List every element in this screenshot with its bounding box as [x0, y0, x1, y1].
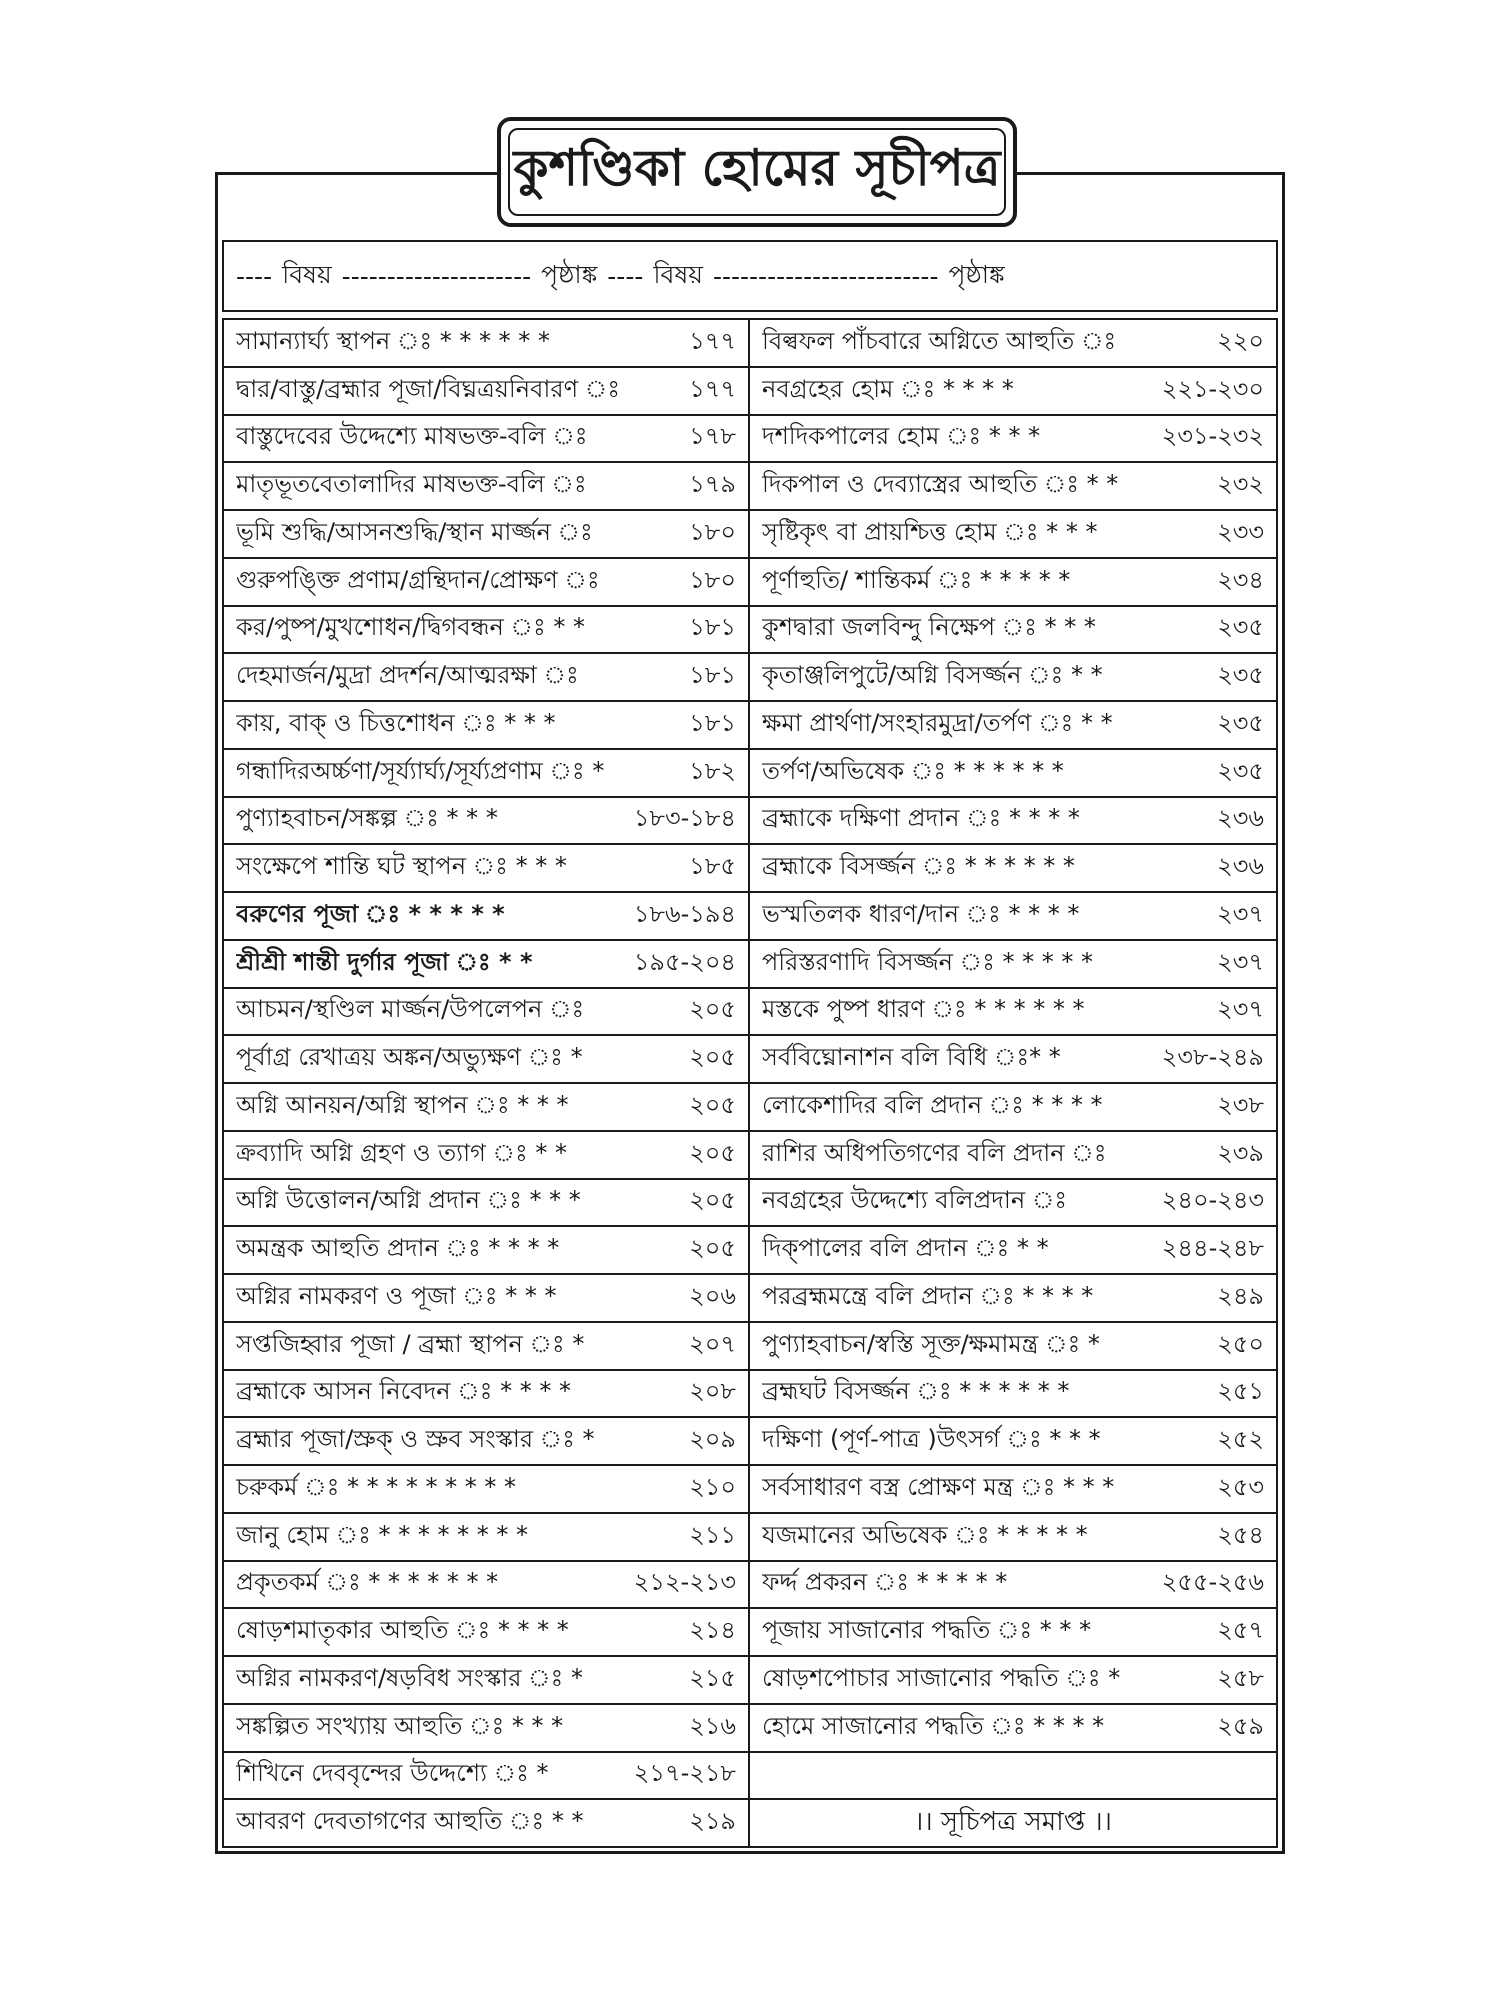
toc-row: [750, 750, 1276, 798]
toc-entry-title: দ্বার/বাস্তু/ব্রহ্মার পূজা/বিঘ্নত্রয়নিবারণ ঃ: [236, 374, 620, 403]
toc-entry-title: অগ্নি উত্তোলন/অগ্নি প্রদান ঃ * * *: [236, 1186, 581, 1215]
toc-entry-title: রাশির অধিপতিগণের বলি প্রদান ঃ: [762, 1138, 1107, 1167]
toc-row: [750, 1084, 1276, 1132]
toc-row: [750, 1609, 1276, 1657]
toc-row: [750, 702, 1276, 750]
toc-row: [224, 1084, 748, 1132]
toc-row: [224, 893, 748, 941]
toc-row: [224, 989, 748, 1037]
toc-entry-title: ব্রহ্মাকে আসন নিবেদন ঃ * * * *: [236, 1377, 571, 1406]
toc-entry-title: মাতৃভূতবেতালাদির মাষভক্ত-বলি ঃ: [236, 470, 587, 499]
toc-entry-page: ২১১: [689, 1520, 736, 1549]
toc-entry-page: ২৫৪: [1217, 1520, 1264, 1549]
toc-row: [224, 941, 748, 989]
toc-entry-page: ২১২-২১৩: [633, 1568, 736, 1597]
toc-row: [750, 1180, 1276, 1228]
toc-row: [224, 320, 748, 368]
toc-entry-page: ২৩৪: [1217, 565, 1264, 594]
toc-entry-page: ২৩৭: [1217, 947, 1264, 976]
toc-row: [224, 1132, 748, 1180]
toc-entry-page: ১৮১: [689, 708, 736, 737]
toc-entry-page: ১৭৭: [689, 326, 736, 355]
toc-entry-title: আবরণ দেবতাগণের আহুতি ঃ * *: [236, 1807, 584, 1836]
toc-entry-page: ২৩৩: [1217, 517, 1264, 546]
toc-entry-page: ২১৪: [689, 1616, 736, 1645]
toc-row: [224, 1466, 748, 1514]
toc-entry-title: দিকপাল ও দেব্যাস্ত্রের আহুতি ঃ * *: [762, 470, 1119, 499]
header-page-right: পৃষ্ঠাঙ্ক: [948, 259, 1005, 289]
toc-entry-page: ২১৭-২১৮: [633, 1759, 736, 1788]
toc-row: [224, 1705, 748, 1753]
contents-table: [222, 318, 1278, 1848]
toc-entry-page: ১৮১: [689, 613, 736, 642]
toc-row: [750, 1323, 1276, 1371]
toc-entry-page: ২৫১: [1217, 1377, 1264, 1406]
toc-row: [224, 1800, 748, 1846]
toc-entry-page: ২০৫: [689, 995, 736, 1024]
page-title: কুশণ্ডিকা হোমের সূচীপত্র: [513, 138, 1001, 197]
toc-row: [750, 1657, 1276, 1705]
toc-row: [224, 416, 748, 464]
toc-row: [750, 368, 1276, 416]
toc-row: [750, 1466, 1276, 1514]
toc-entry-page: ২০৮: [689, 1377, 736, 1406]
toc-entry-title: বিল্বফল পাঁচবারে অগ্নিতে আহুতি ঃ: [762, 326, 1117, 355]
toc-entry-title: দিক্পালের বলি প্রদান ঃ * *: [762, 1234, 1049, 1263]
toc-entry-page: ২৪০-২৪৩: [1161, 1186, 1264, 1215]
toc-entry-title: ব্রহ্মঘট বিসর্জ্জন ঃ * * * * * *: [762, 1377, 1070, 1406]
toc-entry-page: ২৩১-২৩২: [1161, 422, 1264, 451]
toc-entry-title: ফর্দ্দ প্রকরন ঃ * * * * *: [762, 1568, 1008, 1597]
toc-row: [750, 320, 1276, 368]
toc-row: [224, 1371, 748, 1419]
toc-row: [750, 1514, 1276, 1562]
toc-entry-page: ২৩৮: [1217, 1090, 1264, 1119]
toc-row: [224, 1180, 748, 1228]
toc-row: [224, 511, 748, 559]
toc-row: [750, 1800, 1276, 1846]
toc-entry-title: পুণ্যাহবাচন/স্বস্তি সূক্ত/ক্ষমামন্ত্র ঃ *: [762, 1329, 1100, 1358]
toc-row: [750, 511, 1276, 559]
toc-row: [224, 702, 748, 750]
toc-entry-page: ১৯৫-২০৪: [633, 947, 736, 976]
toc-entry-title: লোকেশাদির বলি প্রদান ঃ * * * *: [762, 1090, 1103, 1119]
toc-entry-page: ২৩৫: [1217, 613, 1264, 642]
toc-entry-title: কুশদ্বারা জলবিন্দু নিক্ষেপ ঃ * * *: [762, 613, 1096, 642]
toc-entry-page: ২০৯: [689, 1425, 736, 1454]
toc-row: [750, 1227, 1276, 1275]
toc-entry-page: ২১০: [689, 1472, 736, 1501]
toc-entry-title: কায়, বাক্ ও চিত্তশোধন ঃ * * *: [236, 708, 556, 737]
toc-row: [750, 1562, 1276, 1610]
toc-entry-page: ২০৫: [689, 1043, 736, 1072]
end-note: ।। সূচিপত্র সমাপ্ত ।।: [914, 1807, 1112, 1838]
toc-entry-page: ২০৫: [689, 1090, 736, 1119]
toc-row: [750, 654, 1276, 702]
toc-entry-page: ১৮৩-১৮৪: [633, 804, 736, 833]
toc-entry-page: ২০৫: [689, 1186, 736, 1215]
toc-row: [224, 845, 748, 893]
toc-entry-title: ষোড়শপোচার সাজানোর পদ্ধতি ঃ *: [762, 1663, 1121, 1692]
toc-entry-title: পূর্ণাহুতি/ শান্তিকর্ম ঃ * * * * *: [762, 565, 1071, 594]
toc-entry-page: ২৪৪-২৪৮: [1161, 1234, 1264, 1263]
toc-entry-page: ১৮১: [689, 661, 736, 690]
toc-row: [750, 798, 1276, 846]
toc-entry-page: ১৭৭: [689, 374, 736, 403]
toc-row: [750, 1132, 1276, 1180]
toc-entry-title: ভস্মতিলক ধারণ/দান ঃ * * * *: [762, 899, 1080, 928]
toc-entry-page: ২২১-২৩০: [1161, 374, 1264, 403]
toc-entry-title: দক্ষিণা (পূর্ণ-পাত্র )উৎসর্গ ঃ * * *: [762, 1425, 1101, 1454]
toc-row: [750, 607, 1276, 655]
toc-row: [750, 1036, 1276, 1084]
toc-entry-title: পূজায় সাজানোর পদ্ধতি ঃ * * *: [762, 1616, 1092, 1645]
toc-row: [750, 1753, 1276, 1801]
toc-row: [224, 1657, 748, 1705]
toc-entry-page: ২০৭: [689, 1329, 736, 1358]
toc-entry-page: ২৩২: [1217, 470, 1264, 499]
toc-entry-title: দেহমার্জন/মুদ্রা প্রদর্শন/আত্মরক্ষা ঃ: [236, 661, 579, 690]
toc-entry-page: ১৭৮: [689, 422, 736, 451]
toc-entry-page: ২৫০: [1217, 1329, 1264, 1358]
toc-entry-page: ২৪৯: [1217, 1281, 1264, 1310]
toc-entry-page: ২৫৮: [1217, 1663, 1264, 1692]
toc-entry-title: গন্ধাদিরঅর্চ্চণা/সূর্য্যার্ঘ্য/সূর্য্যপ্রণাম ঃ *: [236, 756, 605, 785]
toc-entry-title: সঙ্কল্পিত সংখ্যায় আহুতি ঃ * * *: [236, 1711, 564, 1740]
toc-entry-title: মস্তকে পুষ্প ধারণ ঃ * * * * * *: [762, 995, 1085, 1024]
column-header: [222, 240, 1278, 312]
toc-entry-title: যজমানের অভিষেক ঃ * * * * *: [762, 1520, 1088, 1549]
toc-entry-page: ১৮৫: [689, 852, 736, 881]
toc-entry-title: ক্ষমা প্রার্থণা/সংহারমুদ্রা/তর্পণ ঃ * *: [762, 708, 1113, 737]
toc-row: [224, 654, 748, 702]
toc-entry-title: কৃতাঞ্জলিপুটে/অগ্নি বিসর্জ্জন ঃ * *: [762, 661, 1103, 690]
title-box: [497, 117, 1017, 227]
toc-entry-title: প্রকৃতকর্ম ঃ * * * * * * *: [236, 1568, 499, 1597]
toc-entry-title: সপ্তজিহ্বার পূজা / ব্রহ্মা স্থাপন ঃ *: [236, 1329, 585, 1358]
toc-entry-title: সংক্ষেপে শান্তি ঘট স্থাপন ঃ * * *: [236, 852, 567, 881]
toc-entry-page: ২৩৫: [1217, 708, 1264, 737]
header-dashes: ----: [607, 261, 644, 291]
toc-entry-title: কর/পুষ্প/মুখশোধন/দ্বিগবন্ধন ঃ * *: [236, 613, 586, 642]
toc-entry-title: সর্বসাধারণ বস্ত্র প্রোক্ষণ মন্ত্র ঃ * * *: [762, 1472, 1115, 1501]
toc-entry-page: ২৩৭: [1217, 899, 1264, 928]
toc-row: [224, 368, 748, 416]
toc-entry-page: ২০৬: [689, 1281, 736, 1310]
toc-entry-page: ২০৫: [689, 1234, 736, 1263]
toc-entry-page: ২৫৫-২৫৬: [1161, 1568, 1264, 1597]
toc-entry-page: ২৫৭: [1217, 1616, 1264, 1645]
toc-entry-page: ২০৫: [689, 1138, 736, 1167]
toc-entry-page: ১৮২: [689, 756, 736, 785]
toc-entry-title: গুরুপঙ্ক্তি প্রণাম/গ্রন্থিদান/প্রোক্ষণ ঃ: [236, 565, 600, 594]
toc-row: [750, 1275, 1276, 1323]
toc-entry-page: ১৮০: [689, 565, 736, 594]
toc-row: [750, 559, 1276, 607]
toc-entry-title: অগ্নির নামকরণ ও পূজা ঃ * * *: [236, 1281, 557, 1310]
toc-entry-page: ১৭৯: [689, 470, 736, 499]
toc-entry-title: আচমন/স্থণ্ডিল মার্জ্জন/উপলেপন ঃ: [236, 995, 585, 1024]
toc-row: [224, 1562, 748, 1610]
toc-entry-title: হোমে সাজানোর পদ্ধতি ঃ * * * *: [762, 1711, 1105, 1740]
toc-entry-title: সর্ববিঘ্নোনাশন বলি বিধি ঃ* *: [762, 1043, 1061, 1072]
toc-entry-page: ২২০: [1217, 326, 1264, 355]
toc-entry-title: শ্রীশ্রী শান্তী দুর্গার পূজা ঃ * *: [236, 947, 533, 976]
header-dashes: -------------------------: [712, 261, 939, 291]
header-page-left: পৃষ্ঠাঙ্ক: [541, 259, 598, 289]
toc-entry-page: ২৩৯: [1217, 1138, 1264, 1167]
left-column: [224, 320, 750, 1846]
toc-row: [750, 893, 1276, 941]
toc-entry-title: অগ্নির নামকরণ/ষড়বিধ সংস্কার ঃ *: [236, 1663, 583, 1692]
toc-row: [224, 1514, 748, 1562]
toc-entry-page: ২৫৯: [1217, 1711, 1264, 1740]
toc-row: [224, 1036, 748, 1084]
right-column: [750, 320, 1276, 1846]
toc-entry-page: ২১৫: [689, 1663, 736, 1692]
toc-entry-title: দশদিকপালের হোম ঃ * * *: [762, 422, 1041, 451]
header-dashes: ----: [236, 261, 273, 291]
toc-entry-title: নবগ্রহের হোম ঃ * * * *: [762, 374, 1014, 403]
toc-entry-title: শিখিনে দেববৃন্দের উদ্দেশ্যে ঃ *: [236, 1759, 549, 1788]
toc-entry-page: ২৩৬: [1217, 804, 1264, 833]
toc-entry-title: ব্রহ্মার পূজা/স্রুক্ ও স্রুব সংস্কার ঃ *: [236, 1425, 595, 1454]
toc-row: [750, 1371, 1276, 1419]
toc-entry-page: ২৩৫: [1217, 661, 1264, 690]
header-subject-left: বিষয়: [282, 259, 332, 289]
toc-row: [750, 1418, 1276, 1466]
toc-entry-title: অগ্নি আনয়ন/অগ্নি স্থাপন ঃ * * *: [236, 1090, 569, 1119]
toc-row: [224, 1323, 748, 1371]
toc-entry-title: সামান্যার্ঘ্য স্থাপন ঃ * * * * * *: [236, 326, 550, 355]
toc-row: [224, 1609, 748, 1657]
toc-entry-title: চরুকর্ম ঃ * * * * * * * * *: [236, 1472, 517, 1501]
toc-entry-page: ২১৯: [689, 1807, 736, 1836]
toc-entry-page: ১৮০: [689, 517, 736, 546]
toc-entry-title: পরব্রহ্মমন্ত্রে বলি প্রদান ঃ * * * *: [762, 1281, 1094, 1310]
toc-entry-title: নবগ্রহের উদ্দেশ্যে বলিপ্রদান ঃ: [762, 1186, 1068, 1215]
toc-row: [224, 1753, 748, 1801]
toc-entry-page: ২৩৬: [1217, 852, 1264, 881]
toc-row: [750, 416, 1276, 464]
toc-entry-page: ২৩৫: [1217, 756, 1264, 785]
header-subject-right: বিষয়: [653, 259, 703, 289]
toc-row: [750, 463, 1276, 511]
toc-row: [224, 1227, 748, 1275]
toc-entry-title: ব্রহ্মাকে বিসর্জ্জন ঃ * * * * * *: [762, 852, 1075, 881]
toc-row: [224, 798, 748, 846]
toc-row: [750, 1705, 1276, 1753]
toc-entry-title: ভূমি শুদ্ধি/আসনশুদ্ধি/স্থান মার্জ্জন ঃ: [236, 517, 593, 546]
toc-row: [224, 559, 748, 607]
toc-entry-title: পূর্বাগ্র রেখাত্রয় অঙ্কন/অভ্যুক্ষণ ঃ *: [236, 1043, 583, 1072]
toc-entry-page: ২১৬: [689, 1711, 736, 1740]
toc-entry-title: পরিস্তরণাদি বিসর্জ্জন ঃ * * * * *: [762, 947, 1094, 976]
toc-entry-page: ২৫২: [1217, 1425, 1264, 1454]
toc-entry-title: সৃষ্টিকৃৎ বা প্রায়শ্চিত্ত হোম ঃ * * *: [762, 517, 1098, 546]
toc-row: [224, 463, 748, 511]
toc-entry-title: তর্পণ/অভিষেক ঃ * * * * * *: [762, 756, 1064, 785]
toc-entry-title: পুণ্যাহবাচন/সঙ্কল্প ঃ * * *: [236, 804, 498, 833]
toc-entry-title: অমন্ত্রক আহুতি প্রদান ঃ * * * *: [236, 1234, 560, 1263]
header-dashes: ---------------------: [341, 261, 532, 291]
toc-entry-page: ২৩৮-২৪৯: [1161, 1043, 1264, 1072]
toc-entry-page: ২৫৩: [1217, 1472, 1264, 1501]
toc-row: [224, 1275, 748, 1323]
toc-row: [750, 845, 1276, 893]
toc-row: [224, 750, 748, 798]
toc-entry-page: ২৩৭: [1217, 995, 1264, 1024]
toc-entry-title: জানু হোম ঃ * * * * * * * *: [236, 1520, 528, 1549]
toc-row: [224, 607, 748, 655]
toc-entry-title: ক্রব্যাদি অগ্নি গ্রহণ ও ত্যাগ ঃ * *: [236, 1138, 567, 1167]
toc-entry-title: বাস্তুদেবের উদ্দেশ্যে মাষভক্ত-বলি ঃ: [236, 422, 588, 451]
toc-entry-title: ষোড়শমাতৃকার আহুতি ঃ * * * *: [236, 1616, 569, 1645]
toc-entry-title: বরুণের পূজা ঃ * * * * *: [236, 899, 505, 928]
toc-row: [750, 989, 1276, 1037]
toc-entry-page: ১৮৬-১৯৪: [633, 899, 736, 928]
toc-entry-title: ব্রহ্মাকে দক্ষিণা প্রদান ঃ * * * *: [762, 804, 1080, 833]
toc-row: [224, 1418, 748, 1466]
toc-row: [750, 941, 1276, 989]
